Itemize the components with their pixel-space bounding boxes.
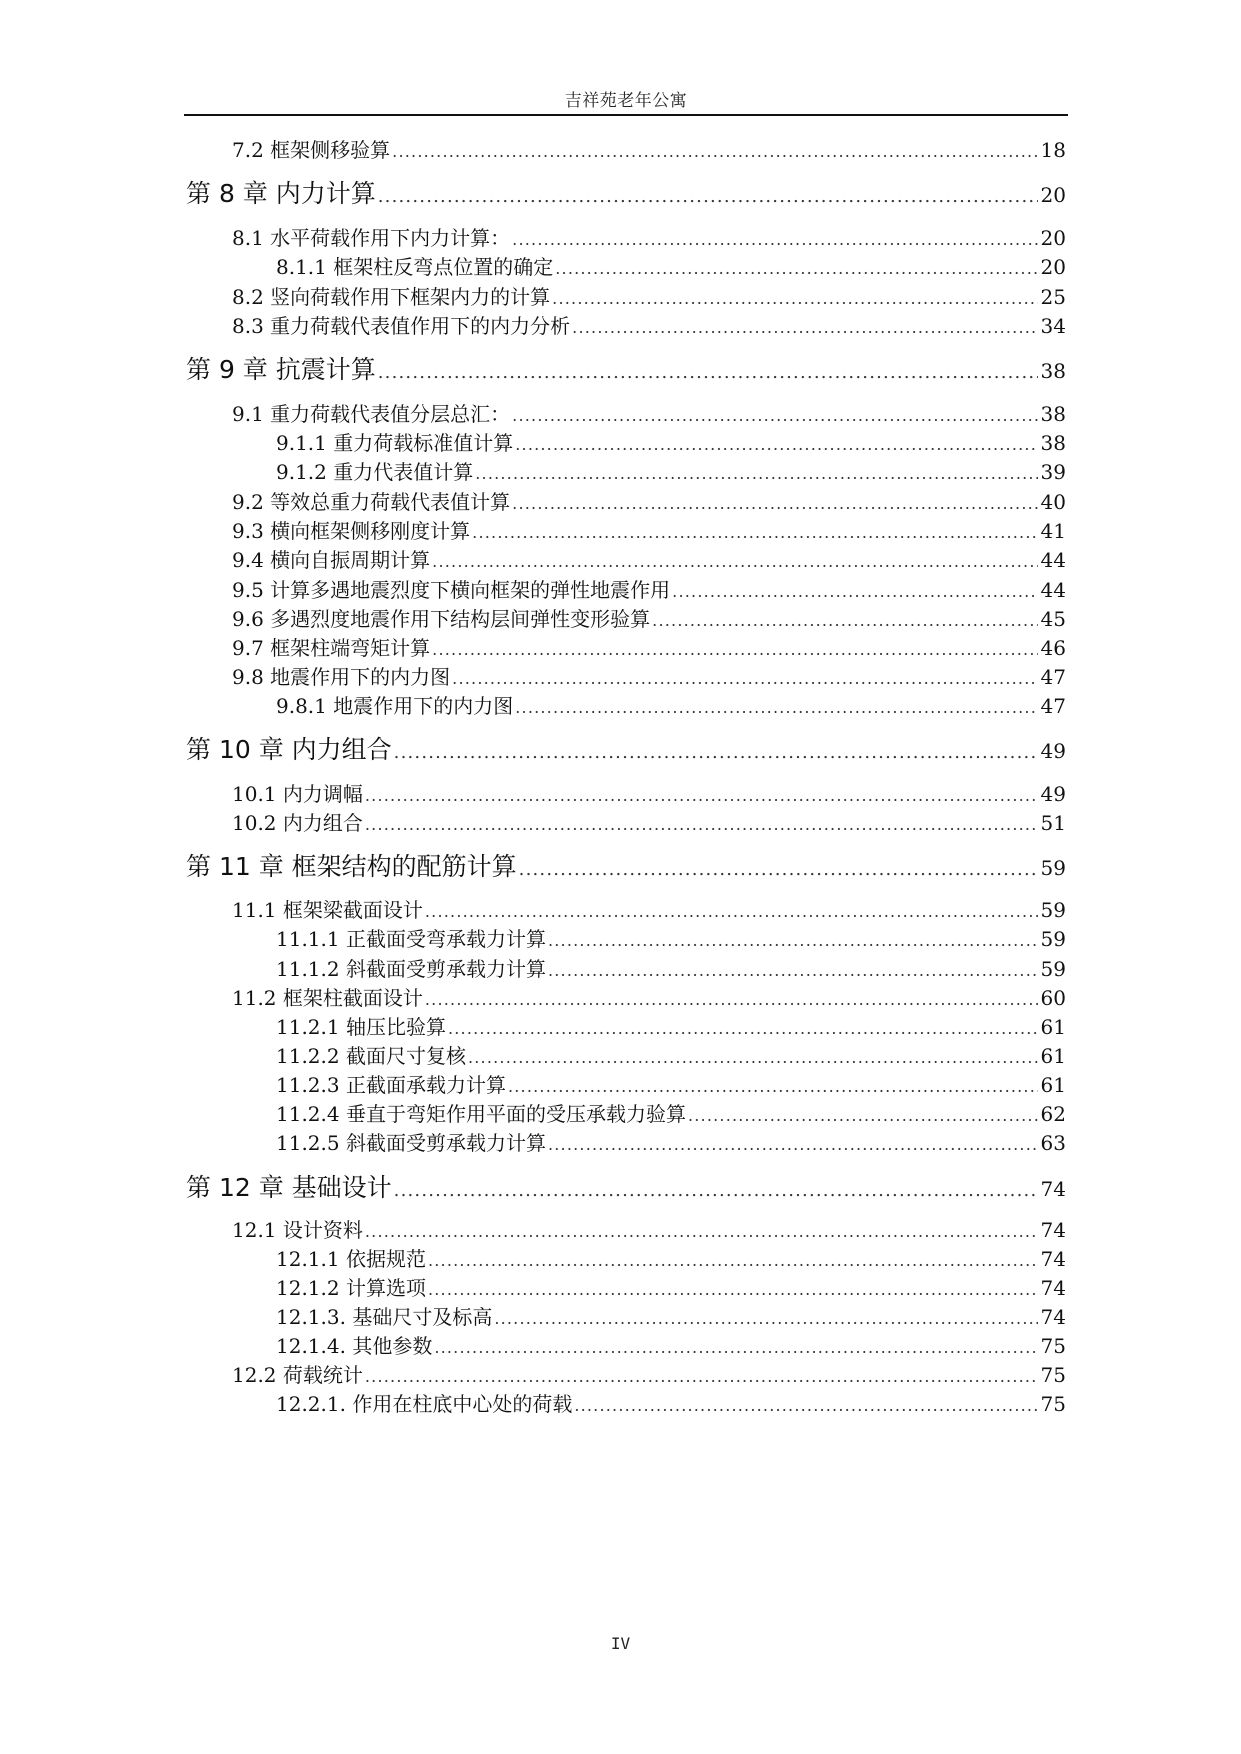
toc-entry[interactable] <box>232 544 1066 573</box>
toc-dot-leader <box>512 494 1037 513</box>
toc-entry-title: 7.2 框架侧移验算 <box>232 138 391 162</box>
toc-entry-title: 9.3 横向框架侧移刚度计算 <box>232 519 471 543</box>
toc-entry[interactable] <box>232 894 1066 923</box>
toc-entry-title: 11.2 框架柱截面设计 <box>232 986 423 1010</box>
toc-entry-title: 9.6 多遇烈度地震作用下结构层间弹性变形验算 <box>232 607 651 631</box>
toc-entry-page: 59 <box>1040 856 1066 880</box>
toc-entry-page: 44 <box>1040 578 1066 602</box>
toc-dot-leader <box>512 406 1037 425</box>
toc-dot-leader <box>574 1396 1037 1415</box>
toc-entry-title: 9.8.1 地震作用下的内力图 <box>276 694 514 718</box>
toc-entry[interactable] <box>276 1011 1066 1040</box>
toc-entry-page: 51 <box>1040 811 1066 835</box>
toc-entry[interactable] <box>232 134 1066 163</box>
toc-dot-leader <box>432 552 1037 571</box>
toc-dot-leader <box>434 1338 1037 1357</box>
toc-entry[interactable] <box>232 310 1066 339</box>
toc-entry-page: 47 <box>1040 694 1066 718</box>
toc-chapter-entry[interactable] <box>186 847 1066 883</box>
toc-dot-leader <box>548 961 1038 980</box>
toc-entry-title: 9.5 计算多遇地震烈度下横向框架的弹性地震作用 <box>232 578 671 602</box>
toc-dot-leader <box>672 582 1037 601</box>
toc-entry-title: 11.2.1 轴压比验算 <box>276 1015 446 1039</box>
toc-entry-title: 9.4 横向自振周期计算 <box>232 548 431 572</box>
toc-dot-leader <box>515 435 1037 454</box>
toc-entry-title: 9.2 等效总重力荷载代表值计算 <box>232 490 511 514</box>
toc-entry[interactable] <box>232 1214 1066 1243</box>
toc-entry-page: 39 <box>1040 460 1066 484</box>
toc-entry-page: 20 <box>1040 183 1066 207</box>
toc-entry[interactable] <box>276 1127 1066 1156</box>
page-number: IV <box>610 1634 631 1653</box>
toc-chapter-entry[interactable] <box>186 350 1066 386</box>
toc-entry-title: 11.2.5 斜截面受剪承载力计算 <box>276 1131 546 1155</box>
toc-entry[interactable] <box>232 661 1066 690</box>
toc-entry-page: 47 <box>1040 665 1066 689</box>
toc-entry-title: 8.2 竖向荷载作用下框架内力的计算 <box>232 285 551 309</box>
toc-dot-leader <box>428 1280 1038 1299</box>
toc-entry-title: 11.2.4 垂直于弯矩作用平面的受压承载力验算 <box>276 1102 686 1126</box>
toc-entry-title: 10.1 内力调幅 <box>232 782 363 806</box>
toc-entry-page: 59 <box>1040 927 1066 951</box>
toc-entry-page: 61 <box>1040 1073 1066 1097</box>
toc-entry-title: 12.1.1 依据规范 <box>276 1247 426 1271</box>
toc-entry[interactable] <box>232 807 1066 836</box>
toc-dot-leader <box>448 1019 1038 1038</box>
toc-entry[interactable] <box>232 486 1066 515</box>
toc-entry[interactable] <box>276 1301 1066 1330</box>
toc-entry-title: 12.2.1. 作用在柱底中心处的荷载 <box>276 1392 573 1416</box>
toc-entry-title: 10.2 内力组合 <box>232 811 363 835</box>
toc-dot-leader <box>365 1222 1038 1241</box>
toc-dot-leader <box>365 786 1038 805</box>
toc-entry-page: 63 <box>1040 1131 1066 1155</box>
toc-dot-leader <box>432 640 1037 659</box>
toc-entry-title: 12.1.3. 基础尺寸及标高 <box>276 1305 493 1329</box>
toc-dot-leader <box>468 1048 1038 1067</box>
toc-entry-page: 74 <box>1040 1276 1066 1300</box>
toc-dot-leader <box>688 1106 1038 1125</box>
toc-chapter-entry[interactable] <box>186 1168 1066 1204</box>
toc-entry-title: 11.1 框架梁截面设计 <box>232 898 423 922</box>
toc-entry-page: 75 <box>1040 1363 1066 1387</box>
toc-dot-leader <box>365 1367 1038 1386</box>
toc-entry-title: 11.2.3 正截面承载力计算 <box>276 1073 506 1097</box>
toc-entry[interactable] <box>232 574 1066 603</box>
toc-dot-leader <box>378 186 1038 207</box>
toc-entry-title: 11.1.1 正截面受弯承载力计算 <box>276 927 546 951</box>
toc-entry[interactable] <box>232 603 1066 632</box>
toc-dot-leader <box>365 815 1038 834</box>
toc-entry[interactable] <box>276 427 1066 456</box>
toc-dot-leader <box>652 611 1037 630</box>
toc-entry[interactable] <box>276 690 1066 719</box>
toc-entry-page: 41 <box>1040 519 1066 543</box>
toc-entry-title: 8.3 重力荷载代表值作用下的内力分析 <box>232 314 571 338</box>
toc-entry-title: 12.2 荷载统计 <box>232 1363 363 1387</box>
toc-entry-page: 61 <box>1040 1044 1066 1068</box>
toc-entry[interactable] <box>232 982 1066 1011</box>
toc-entry-page: 20 <box>1040 255 1066 279</box>
toc-entry[interactable] <box>232 1359 1066 1388</box>
toc-dot-leader <box>472 523 1037 542</box>
toc-entry-title: 9.8 地震作用下的内力图 <box>232 665 451 689</box>
toc-entry-page: 49 <box>1040 782 1066 806</box>
toc-dot-leader <box>519 859 1038 880</box>
toc-entry-page: 74 <box>1040 1305 1066 1329</box>
toc-entry-page: 75 <box>1040 1334 1066 1358</box>
toc-dot-leader <box>425 902 1038 921</box>
toc-entry-title: 12.1.2 计算选项 <box>276 1276 426 1300</box>
toc-entry-title: 9.1.2 重力代表值计算 <box>276 460 474 484</box>
toc-entry-page: 59 <box>1040 957 1066 981</box>
toc-entry-page: 38 <box>1040 431 1066 455</box>
toc-entry-page: 74 <box>1040 1177 1066 1201</box>
toc-entry-page: 62 <box>1040 1102 1066 1126</box>
toc-entry[interactable] <box>232 222 1066 251</box>
toc-entry-title: 8.1.1 框架柱反弯点位置的确定 <box>276 255 554 279</box>
toc-entry-title: 11.1.2 斜截面受剪承载力计算 <box>276 957 546 981</box>
toc-dot-leader <box>475 464 1037 483</box>
toc-entry-title: 12.1 设计资料 <box>232 1218 363 1242</box>
running-header: 吉祥苑老年公寓 <box>564 91 688 111</box>
toc-entry[interactable] <box>232 281 1066 310</box>
toc-entry-page: 40 <box>1040 490 1066 514</box>
toc-entry-title: 第 10 章 内力组合 <box>186 735 392 764</box>
toc-entry[interactable] <box>232 632 1066 661</box>
toc-entry-page: 38 <box>1040 359 1066 383</box>
toc-entry-page: 20 <box>1040 226 1066 250</box>
toc-entry-title: 9.1 重力荷载代表值分层总汇： <box>232 402 511 426</box>
toc-entry[interactable] <box>276 456 1066 485</box>
toc-entry-page: 25 <box>1040 285 1066 309</box>
toc-entry[interactable] <box>276 923 1066 952</box>
toc-entry-page: 74 <box>1040 1218 1066 1242</box>
toc-entry-page: 49 <box>1040 739 1066 763</box>
toc-dot-leader <box>452 669 1037 688</box>
toc-entry-page: 74 <box>1040 1247 1066 1271</box>
toc-entry[interactable] <box>232 515 1066 544</box>
toc-entry[interactable] <box>276 1330 1066 1359</box>
toc-entry-title: 8.1 水平荷载作用下内力计算： <box>232 226 511 250</box>
toc-entry-page: 59 <box>1040 898 1066 922</box>
toc-entry[interactable] <box>276 1098 1066 1127</box>
toc-dot-leader <box>555 259 1037 278</box>
toc-dot-leader <box>548 1135 1038 1154</box>
toc-entry[interactable] <box>276 1069 1066 1098</box>
toc-dot-leader <box>494 1309 1037 1328</box>
toc-entry-title: 9.7 框架柱端弯矩计算 <box>232 636 431 660</box>
toc-dot-leader <box>425 990 1038 1009</box>
toc-entry-title: 第 11 章 框架结构的配筋计算 <box>186 852 517 881</box>
toc-entry-page: 45 <box>1040 607 1066 631</box>
toc-entry-page: 44 <box>1040 548 1066 572</box>
toc-entry-page: 34 <box>1040 314 1066 338</box>
toc-entry-title: 9.1.1 重力荷载标准值计算 <box>276 431 514 455</box>
toc-dot-leader <box>428 1251 1038 1270</box>
toc-dot-leader <box>572 318 1037 337</box>
toc-dot-leader <box>394 742 1038 763</box>
toc-entry-page: 61 <box>1040 1015 1066 1039</box>
toc-entry[interactable] <box>276 1243 1066 1272</box>
toc-entry[interactable] <box>276 1040 1066 1069</box>
toc-entry[interactable] <box>232 778 1066 807</box>
toc-dot-leader <box>552 289 1037 308</box>
toc-dot-leader <box>508 1077 1038 1096</box>
toc-chapter-entry[interactable] <box>186 174 1066 210</box>
toc-entry-title: 12.1.4. 其他参数 <box>276 1334 433 1358</box>
toc-entry-page: 75 <box>1040 1392 1066 1416</box>
toc-entry[interactable] <box>276 1272 1066 1301</box>
toc-dot-leader <box>394 1180 1038 1201</box>
toc-entry-title: 11.2.2 截面尺寸复核 <box>276 1044 466 1068</box>
toc-entry-title: 第 8 章 内力计算 <box>186 179 376 208</box>
toc-dot-leader <box>515 698 1037 717</box>
toc-entry-page: 60 <box>1040 986 1066 1010</box>
toc-dot-leader <box>548 931 1038 950</box>
toc-entry[interactable] <box>276 1388 1066 1417</box>
toc-entry[interactable] <box>276 251 1066 280</box>
toc-entry-page: 18 <box>1040 138 1066 162</box>
toc-entry-title: 第 9 章 抗震计算 <box>186 355 376 384</box>
toc-entry[interactable] <box>232 398 1066 427</box>
toc-entry-page: 38 <box>1040 402 1066 426</box>
toc-entry-page: 46 <box>1040 636 1066 660</box>
toc-dot-leader <box>378 362 1038 383</box>
toc-entry[interactable] <box>276 953 1066 982</box>
toc-dot-leader <box>392 142 1037 161</box>
toc-dot-leader <box>512 230 1037 249</box>
toc-entry-title: 第 12 章 基础设计 <box>186 1173 392 1202</box>
toc-chapter-entry[interactable] <box>186 730 1066 766</box>
